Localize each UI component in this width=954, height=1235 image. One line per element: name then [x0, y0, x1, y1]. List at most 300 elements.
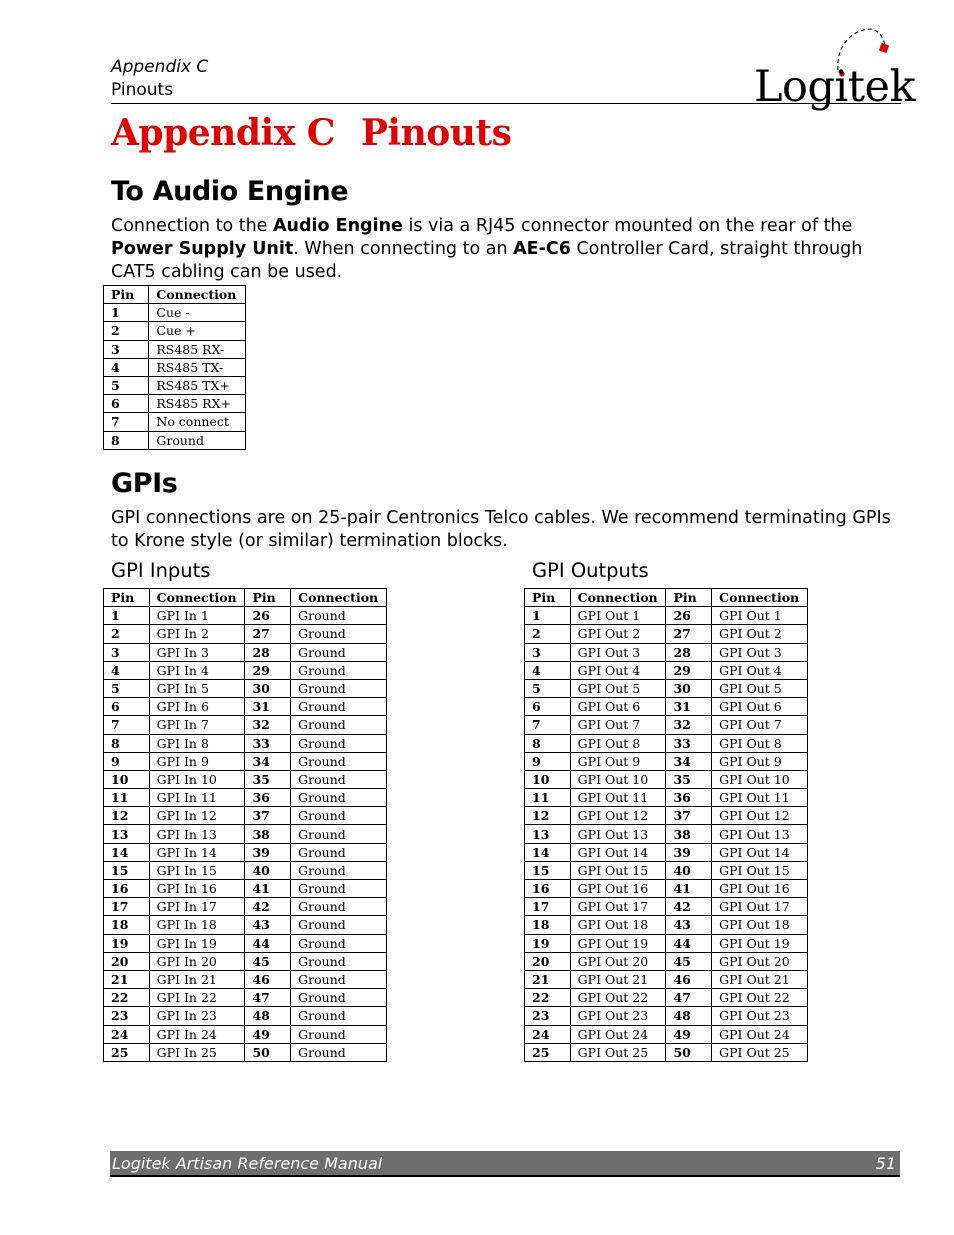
- connection-cell: GPI In 15: [149, 861, 245, 879]
- pin-cell: 4: [104, 358, 149, 376]
- pin-cell: 25: [104, 1043, 150, 1061]
- pin-cell: 42: [245, 898, 291, 916]
- table-row: [525, 934, 808, 952]
- connection-cell: GPI Out 17: [570, 898, 666, 916]
- connection-cell: Ground: [291, 825, 387, 843]
- pin-cell: 42: [666, 898, 712, 916]
- table-row: [104, 698, 387, 716]
- pin-cell: 11: [525, 789, 571, 807]
- connection-cell: Ground: [291, 1043, 387, 1061]
- pin-cell: 17: [104, 898, 150, 916]
- pin-cell: 29: [245, 661, 291, 679]
- connection-cell: GPI In 8: [149, 734, 245, 752]
- table-row: [104, 607, 387, 625]
- table-row: [525, 970, 808, 988]
- connection-cell: GPI In 23: [149, 1007, 245, 1025]
- connection-cell: GPI Out 19: [712, 934, 808, 952]
- para-text: Controller Card, straight through CAT5 cabling can be used.: [111, 239, 863, 282]
- audio-engine-heading: To Audio Engine: [111, 176, 349, 207]
- table-row: [525, 716, 808, 734]
- connection-cell: GPI Out 2: [712, 625, 808, 643]
- pin-cell: 43: [666, 916, 712, 934]
- pin-cell: 39: [245, 843, 291, 861]
- table-row: [525, 1007, 808, 1025]
- pin-cell: 8: [104, 734, 150, 752]
- pin-cell: 13: [525, 825, 571, 843]
- connection-cell: Ground: [149, 431, 246, 449]
- table-row: [104, 395, 246, 413]
- table-row: [104, 643, 387, 661]
- connection-cell: GPI In 5: [149, 679, 245, 697]
- pin-cell: 8: [525, 734, 571, 752]
- connection-cell: Ground: [291, 752, 387, 770]
- pin-cell: 5: [104, 376, 149, 394]
- pin-cell: 7: [104, 413, 149, 431]
- connection-cell: Ground: [291, 843, 387, 861]
- gpi-outputs-heading: GPI Outputs: [532, 559, 649, 582]
- table-row: [104, 625, 387, 643]
- column-header: Connection: [570, 589, 666, 607]
- pin-cell: 46: [245, 970, 291, 988]
- connection-cell: GPI Out 10: [712, 770, 808, 788]
- pin-cell: 13: [104, 825, 150, 843]
- connection-cell: Ground: [291, 916, 387, 934]
- gpi-outputs-table-body: [525, 607, 808, 1062]
- connection-cell: GPI Out 24: [570, 1025, 666, 1043]
- connection-cell: GPI In 2: [149, 625, 245, 643]
- pin-cell: 28: [666, 643, 712, 661]
- table-row: [104, 376, 246, 394]
- connection-cell: GPI Out 16: [570, 880, 666, 898]
- pin-cell: 27: [666, 625, 712, 643]
- table-row: [525, 789, 808, 807]
- pin-cell: 49: [666, 1025, 712, 1043]
- connection-cell: GPI Out 14: [712, 843, 808, 861]
- pin-cell: 4: [525, 661, 571, 679]
- pin-cell: 22: [104, 989, 150, 1007]
- pin-cell: 41: [245, 880, 291, 898]
- pin-cell: 50: [666, 1043, 712, 1061]
- pin-cell: 49: [245, 1025, 291, 1043]
- pin-cell: 6: [525, 698, 571, 716]
- pin-cell: 22: [525, 989, 571, 1007]
- table-row: [104, 898, 387, 916]
- column-header: Connection: [149, 589, 245, 607]
- column-header: Pin: [666, 589, 712, 607]
- table-row: [525, 770, 808, 788]
- pin-cell: 24: [525, 1025, 571, 1043]
- connection-cell: GPI In 17: [149, 898, 245, 916]
- column-header: Connection: [712, 589, 808, 607]
- column-header: Pin: [104, 286, 149, 304]
- pin-cell: 44: [245, 934, 291, 952]
- connection-cell: Ground: [291, 898, 387, 916]
- pin-cell: 43: [245, 916, 291, 934]
- pin-cell: 6: [104, 698, 150, 716]
- pin-cell: 4: [104, 661, 150, 679]
- pin-cell: 3: [104, 340, 149, 358]
- table-row: [104, 843, 387, 861]
- table-row: [525, 952, 808, 970]
- connection-cell: Ground: [291, 1007, 387, 1025]
- table-row: [104, 934, 387, 952]
- connection-cell: Ground: [291, 679, 387, 697]
- footer-manual-title: Logitek Artisan Reference Manual: [112, 1154, 383, 1173]
- connection-cell: Ground: [291, 770, 387, 788]
- running-header: [111, 56, 208, 102]
- pin-cell: 35: [666, 770, 712, 788]
- pin-cell: 18: [104, 916, 150, 934]
- pin-cell: 31: [245, 698, 291, 716]
- pin-cell: 1: [104, 304, 149, 322]
- pin-cell: 36: [666, 789, 712, 807]
- connection-cell: Ground: [291, 1025, 387, 1043]
- pin-cell: 44: [666, 934, 712, 952]
- connection-cell: GPI Out 16: [712, 880, 808, 898]
- page-title: [111, 112, 511, 154]
- connection-cell: GPI In 25: [149, 1043, 245, 1061]
- connection-cell: Ground: [291, 807, 387, 825]
- connection-cell: GPI Out 21: [570, 970, 666, 988]
- connection-cell: GPI In 11: [149, 789, 245, 807]
- table-row: [104, 431, 246, 449]
- para-bold: Power Supply Unit: [111, 239, 294, 259]
- pin-cell: 50: [245, 1043, 291, 1061]
- connection-cell: GPI Out 20: [570, 952, 666, 970]
- pin-cell: 29: [666, 661, 712, 679]
- column-header: Pin: [245, 589, 291, 607]
- pin-cell: 7: [525, 716, 571, 734]
- connection-cell: GPI In 24: [149, 1025, 245, 1043]
- connection-cell: GPI Out 23: [712, 1007, 808, 1025]
- pin-cell: 19: [525, 934, 571, 952]
- pin-cell: 48: [245, 1007, 291, 1025]
- connection-cell: GPI Out 12: [570, 807, 666, 825]
- table-row: [104, 770, 387, 788]
- table-row: [525, 880, 808, 898]
- pin-cell: 14: [525, 843, 571, 861]
- pin-cell: 3: [525, 643, 571, 661]
- connection-cell: GPI Out 18: [712, 916, 808, 934]
- table-row: [104, 789, 387, 807]
- connection-cell: GPI In 22: [149, 989, 245, 1007]
- table-row: [104, 716, 387, 734]
- pin-cell: 19: [104, 934, 150, 952]
- pin-cell: 7: [104, 716, 150, 734]
- connection-cell: GPI Out 4: [570, 661, 666, 679]
- column-header: Connection: [291, 589, 387, 607]
- table-row: [104, 679, 387, 697]
- pin-cell: 1: [104, 607, 150, 625]
- connection-cell: Ground: [291, 661, 387, 679]
- header-rule: [111, 103, 901, 104]
- para-bold: Audio Engine: [273, 216, 403, 236]
- connection-cell: GPI Out 9: [570, 752, 666, 770]
- connection-cell: GPI Out 8: [712, 734, 808, 752]
- table-row: [525, 807, 808, 825]
- pin-cell: 37: [666, 807, 712, 825]
- connection-cell: GPI Out 21: [712, 970, 808, 988]
- pin-cell: 24: [104, 1025, 150, 1043]
- audio-engine-paragraph: [111, 215, 906, 284]
- pin-cell: 26: [245, 607, 291, 625]
- connection-cell: GPI Out 11: [570, 789, 666, 807]
- title-part-1: Appendix C: [111, 112, 335, 154]
- table-row: [525, 643, 808, 661]
- pin-cell: 33: [245, 734, 291, 752]
- table-row: [104, 752, 387, 770]
- pin-cell: 45: [245, 952, 291, 970]
- connection-cell: Ground: [291, 952, 387, 970]
- pin-cell: 12: [525, 807, 571, 825]
- pin-cell: 5: [104, 679, 150, 697]
- pin-cell: 15: [104, 861, 150, 879]
- table-row: [104, 1007, 387, 1025]
- connection-cell: GPI Out 1: [712, 607, 808, 625]
- pin-cell: 21: [104, 970, 150, 988]
- connection-cell: GPI In 1: [149, 607, 245, 625]
- connection-cell: GPI Out 3: [570, 643, 666, 661]
- table-row: [104, 1043, 387, 1061]
- connection-cell: GPI In 4: [149, 661, 245, 679]
- table-row: [525, 625, 808, 643]
- connection-cell: GPI In 21: [149, 970, 245, 988]
- connection-cell: GPI Out 15: [570, 861, 666, 879]
- table-row: [104, 734, 387, 752]
- logitek-logo: [754, 26, 916, 112]
- pin-cell: 30: [245, 679, 291, 697]
- table-row: [104, 952, 387, 970]
- connection-cell: GPI Out 6: [570, 698, 666, 716]
- pin-cell: 40: [245, 861, 291, 879]
- table-row: [525, 989, 808, 1007]
- pin-cell: 25: [525, 1043, 571, 1061]
- para-text: . When connecting to an: [293, 239, 514, 259]
- connection-cell: GPI Out 14: [570, 843, 666, 861]
- connection-cell: Ground: [291, 934, 387, 952]
- connection-cell: GPI In 16: [149, 880, 245, 898]
- connection-cell: GPI Out 25: [570, 1043, 666, 1061]
- connection-cell: GPI Out 11: [712, 789, 808, 807]
- pin-cell: 40: [666, 861, 712, 879]
- connection-cell: GPI Out 2: [570, 625, 666, 643]
- pin-cell: 21: [525, 970, 571, 988]
- pin-cell: 34: [666, 752, 712, 770]
- pin-cell: 34: [245, 752, 291, 770]
- connection-cell: RS485 RX-: [149, 340, 246, 358]
- table-row: [525, 1043, 808, 1061]
- header-subsection: Pinouts: [111, 80, 174, 100]
- pin-cell: 2: [104, 322, 149, 340]
- pin-cell: 17: [525, 898, 571, 916]
- pin-cell: 6: [104, 395, 149, 413]
- connection-cell: Ground: [291, 698, 387, 716]
- pin-cell: 48: [666, 1007, 712, 1025]
- pin-cell: 20: [525, 952, 571, 970]
- pin-cell: 14: [104, 843, 150, 861]
- header-section: Appendix C: [111, 57, 209, 77]
- connection-cell: GPI Out 3: [712, 643, 808, 661]
- pin-cell: 23: [104, 1007, 150, 1025]
- table-row: [104, 1025, 387, 1043]
- pin-cell: 1: [525, 607, 571, 625]
- title-part-2: Pinouts: [360, 112, 512, 154]
- page-footer: [110, 1151, 900, 1177]
- connection-cell: Ground: [291, 861, 387, 879]
- table-row: [104, 340, 246, 358]
- table-row: [525, 734, 808, 752]
- table-row: [525, 752, 808, 770]
- connection-cell: GPI Out 22: [570, 989, 666, 1007]
- connection-cell: GPI Out 18: [570, 916, 666, 934]
- pin-cell: 36: [245, 789, 291, 807]
- connection-cell: Ground: [291, 625, 387, 643]
- connection-cell: GPI Out 13: [712, 825, 808, 843]
- connection-cell: Ground: [291, 716, 387, 734]
- table-row: [525, 679, 808, 697]
- pin-cell: 9: [525, 752, 571, 770]
- connection-cell: GPI In 19: [149, 934, 245, 952]
- pin-cell: 23: [525, 1007, 571, 1025]
- connection-cell: GPI Out 25: [712, 1043, 808, 1061]
- table-row: [525, 861, 808, 879]
- connection-cell: GPI In 6: [149, 698, 245, 716]
- connection-cell: GPI Out 20: [712, 952, 808, 970]
- connection-cell: GPI In 10: [149, 770, 245, 788]
- connection-cell: GPI In 7: [149, 716, 245, 734]
- connection-cell: GPI Out 22: [712, 989, 808, 1007]
- pin-cell: 47: [666, 989, 712, 1007]
- connection-cell: RS485 RX+: [149, 395, 246, 413]
- connection-cell: GPI Out 7: [570, 716, 666, 734]
- connection-cell: GPI Out 9: [712, 752, 808, 770]
- connection-cell: GPI Out 5: [712, 679, 808, 697]
- connection-cell: GPI Out 6: [712, 698, 808, 716]
- connection-cell: Cue -: [149, 304, 246, 322]
- table-row: [104, 322, 246, 340]
- connection-cell: GPI In 13: [149, 825, 245, 843]
- pin-cell: 39: [666, 843, 712, 861]
- table-row: [104, 304, 246, 322]
- table-row: [525, 607, 808, 625]
- para-bold: AE-C6: [513, 239, 571, 259]
- table-row: [104, 916, 387, 934]
- connection-cell: GPI In 3: [149, 643, 245, 661]
- table-row: [525, 825, 808, 843]
- connection-cell: GPI Out 12: [712, 807, 808, 825]
- para-text: Connection to the: [111, 216, 273, 236]
- pin-cell: 2: [104, 625, 150, 643]
- connection-cell: GPI Out 4: [712, 661, 808, 679]
- gpi-inputs-table-body: [104, 607, 387, 1062]
- connection-cell: Ground: [291, 880, 387, 898]
- pin-cell: 28: [245, 643, 291, 661]
- pin-cell: 5: [525, 679, 571, 697]
- table-row: [104, 661, 387, 679]
- connection-cell: GPI Out 23: [570, 1007, 666, 1025]
- connection-cell: Ground: [291, 734, 387, 752]
- audio-engine-table-body: [104, 304, 246, 450]
- table-row: [104, 861, 387, 879]
- pin-cell: 37: [245, 807, 291, 825]
- para-text: is via a RJ45 connector mounted on the rear of the: [402, 216, 853, 236]
- connection-cell: Ground: [291, 989, 387, 1007]
- pin-cell: 3: [104, 643, 150, 661]
- pin-cell: 26: [666, 607, 712, 625]
- connection-cell: GPI Out 13: [570, 825, 666, 843]
- connection-cell: GPI Out 19: [570, 934, 666, 952]
- connection-cell: GPI Out 8: [570, 734, 666, 752]
- table-row: [525, 661, 808, 679]
- pin-cell: 8: [104, 431, 149, 449]
- pin-cell: 46: [666, 970, 712, 988]
- table-row: [104, 413, 246, 431]
- pin-cell: 32: [666, 716, 712, 734]
- pin-cell: 10: [525, 770, 571, 788]
- pin-cell: 38: [666, 825, 712, 843]
- pin-cell: 33: [666, 734, 712, 752]
- connection-cell: GPI In 18: [149, 916, 245, 934]
- column-header: Pin: [525, 589, 571, 607]
- pin-cell: 47: [245, 989, 291, 1007]
- pin-cell: 20: [104, 952, 150, 970]
- table-row: [104, 807, 387, 825]
- connection-cell: Cue +: [149, 322, 246, 340]
- pin-cell: 35: [245, 770, 291, 788]
- table-row: [525, 843, 808, 861]
- gpi-inputs-table: [103, 588, 387, 1062]
- logo-wordmark: Logitek: [754, 62, 916, 112]
- pin-cell: 41: [666, 880, 712, 898]
- table-row: [525, 1025, 808, 1043]
- gpi-inputs-heading: GPI Inputs: [111, 559, 211, 582]
- connection-cell: GPI In 20: [149, 952, 245, 970]
- table-row: [104, 880, 387, 898]
- table-row: [104, 970, 387, 988]
- table-row: [525, 898, 808, 916]
- connection-cell: GPI Out 17: [712, 898, 808, 916]
- connection-cell: GPI In 14: [149, 843, 245, 861]
- connection-cell: RS485 TX-: [149, 358, 246, 376]
- pin-cell: 18: [525, 916, 571, 934]
- footer-page-number: 51: [875, 1154, 896, 1173]
- connection-cell: RS485 TX+: [149, 376, 246, 394]
- pin-cell: 38: [245, 825, 291, 843]
- pin-cell: 2: [525, 625, 571, 643]
- gpi-outputs-table: [524, 588, 808, 1062]
- table-row: [104, 358, 246, 376]
- connection-cell: Ground: [291, 607, 387, 625]
- audio-engine-table: [103, 285, 246, 450]
- connection-cell: No connect: [149, 413, 246, 431]
- pin-cell: 27: [245, 625, 291, 643]
- table-row: [525, 916, 808, 934]
- pin-cell: 12: [104, 807, 150, 825]
- pin-cell: 16: [525, 880, 571, 898]
- pin-cell: 9: [104, 752, 150, 770]
- connection-cell: GPI In 9: [149, 752, 245, 770]
- connection-cell: Ground: [291, 643, 387, 661]
- pin-cell: 32: [245, 716, 291, 734]
- column-header: Pin: [104, 589, 150, 607]
- connection-cell: GPI Out 15: [712, 861, 808, 879]
- connection-cell: GPI Out 10: [570, 770, 666, 788]
- pin-cell: 45: [666, 952, 712, 970]
- column-header: Connection: [149, 286, 246, 304]
- connection-cell: GPI Out 24: [712, 1025, 808, 1043]
- pin-cell: 16: [104, 880, 150, 898]
- connection-cell: Ground: [291, 970, 387, 988]
